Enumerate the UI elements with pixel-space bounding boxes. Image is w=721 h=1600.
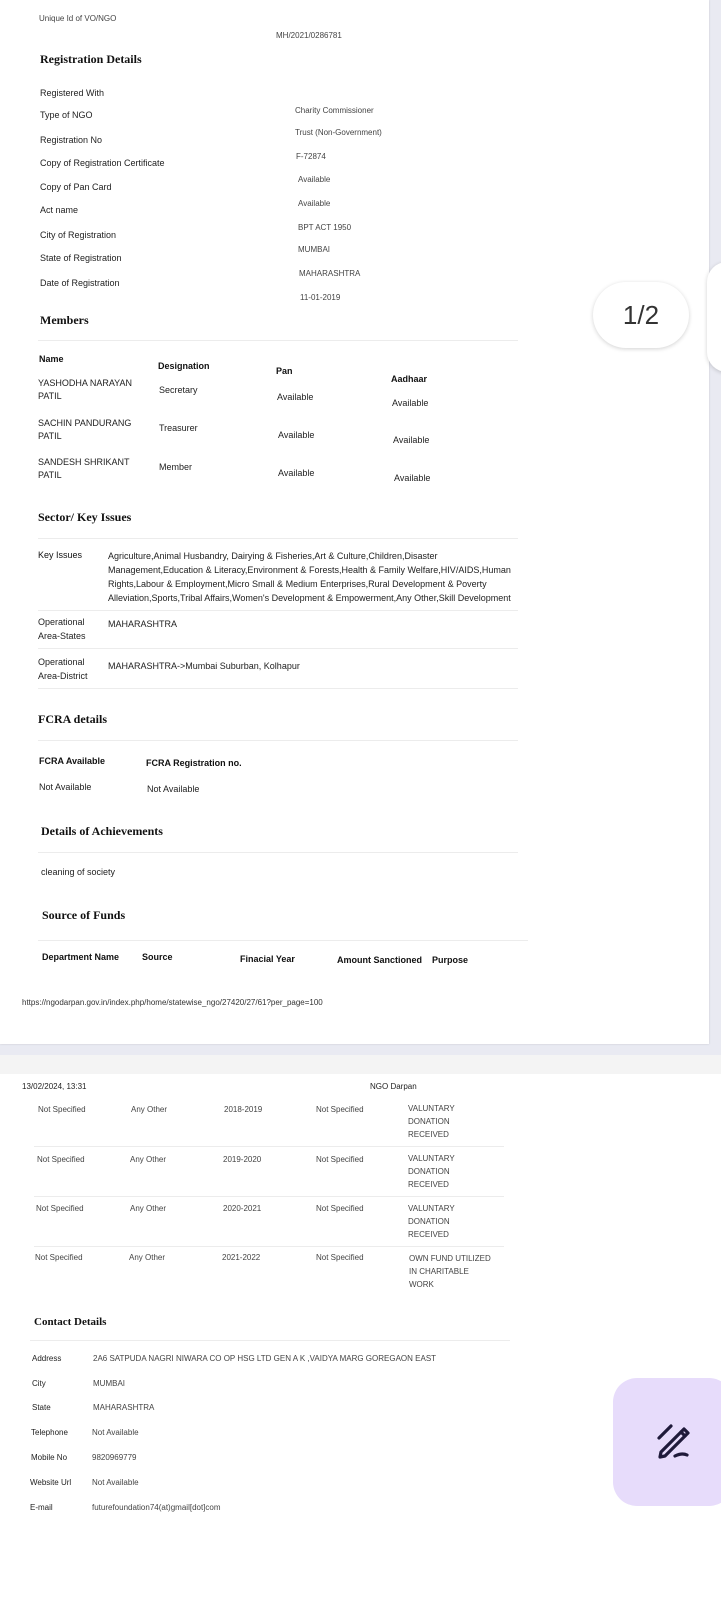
member-pan: Available xyxy=(277,392,314,402)
funds-purpose: RECEIVED xyxy=(408,1180,449,1189)
funds-amount: Not Specified xyxy=(316,1155,364,1164)
member-designation: Member xyxy=(159,462,193,472)
funds-amount: Not Specified xyxy=(316,1204,364,1213)
member-aadhaar: Available xyxy=(392,398,429,408)
funds-header-source: Source xyxy=(142,952,173,962)
funds-purpose: VALUNTARY xyxy=(408,1204,455,1213)
registration-label: City of Registration xyxy=(40,230,117,240)
unique-id-label: Unique Id of VO/NGO xyxy=(39,14,117,23)
member-name: SANDESH SHRIKANT xyxy=(38,457,130,467)
funds-amount: Not Specified xyxy=(316,1253,364,1262)
member-name: SACHIN PANDURANG xyxy=(38,418,132,428)
funds-purpose: RECEIVED xyxy=(408,1230,449,1239)
registration-label: Type of NGO xyxy=(40,110,93,120)
achievements-value: cleaning of society xyxy=(41,867,116,877)
funds-header-amount: Amount Sanctioned xyxy=(337,955,422,965)
funds-amount: Not Specified xyxy=(316,1105,364,1114)
divider xyxy=(30,1340,510,1341)
divider xyxy=(38,538,518,539)
footer-url[interactable]: https://ngodarpan.gov.in/index.php/home/statewise_ngo/27420/27/61?per_page=100 xyxy=(22,998,323,1007)
key-issues-line: Alleviation,Sports,Tribal Affairs,Women's Development & Empowerment,Any Other,Skill Development xyxy=(108,593,511,603)
funds-purpose: WORK xyxy=(409,1280,434,1289)
funds-purpose: VALUNTARY xyxy=(408,1154,455,1163)
registration-value: Charity Commissioner xyxy=(295,106,374,115)
members-header-pan: Pan xyxy=(276,366,293,376)
registration-value: BPT ACT 1950 xyxy=(298,223,352,232)
member-designation: Secretary xyxy=(159,385,198,395)
member-name: PATIL xyxy=(38,431,62,441)
op-states-label: Area-States xyxy=(38,631,86,641)
contact-label: City xyxy=(32,1379,46,1388)
funds-source: Any Other xyxy=(129,1253,166,1262)
funds-year: 2018-2019 xyxy=(224,1105,263,1114)
contact-value: 9820969779 xyxy=(92,1453,137,1462)
registration-value: Trust (Non-Government) xyxy=(295,128,382,137)
key-issues-line: Rights,Labour & Employment,Micro Small & Medium Enterprises,Rural Development & Poverty xyxy=(108,579,487,589)
funds-year: 2020-2021 xyxy=(223,1204,262,1213)
contact-label: State xyxy=(32,1403,51,1412)
unique-id-value: MH/2021/0286781 xyxy=(276,31,342,40)
funds-purpose: VALUNTARY xyxy=(408,1104,455,1113)
op-states-label: Operational xyxy=(38,617,85,627)
members-header-designation: Designation xyxy=(158,361,210,371)
registration-label: Act name xyxy=(40,205,79,215)
funds-header-year: Finacial Year xyxy=(240,954,295,964)
edit-pencil-icon xyxy=(651,1418,695,1467)
registration-value: Available xyxy=(298,199,331,208)
key-issues-label: Key Issues xyxy=(38,550,83,560)
contact-label: Address xyxy=(32,1354,62,1363)
side-handle[interactable] xyxy=(707,262,721,372)
fcra-heading: FCRA details xyxy=(38,712,107,726)
op-states-value: MAHARASHTRA xyxy=(108,619,178,629)
divider xyxy=(38,610,518,611)
contact-label: Telephone xyxy=(31,1428,68,1437)
registration-value: F-72874 xyxy=(296,152,326,161)
divider xyxy=(34,1146,504,1147)
registration-label: Registration No xyxy=(40,135,103,145)
member-aadhaar: Available xyxy=(393,435,430,445)
fcra-reg-label: FCRA Registration no. xyxy=(146,758,242,768)
funds-department: Not Specified xyxy=(35,1253,83,1262)
page-gap xyxy=(0,1055,721,1074)
funds-source: Any Other xyxy=(130,1155,167,1164)
funds-header-purpose: Purpose xyxy=(432,955,469,965)
registration-value: MUMBAI xyxy=(298,245,330,254)
contact-value: Not Available xyxy=(92,1428,139,1437)
contact-value: 2A6 SATPUDA NAGRI NIWARA CO OP HSG LTD GEN A K ,VAIDYA MARG GOREGAON EAST xyxy=(93,1354,437,1363)
divider xyxy=(38,688,518,689)
funds-purpose: DONATION xyxy=(408,1167,450,1176)
divider xyxy=(38,340,518,341)
funds-department: Not Specified xyxy=(38,1105,86,1114)
divider xyxy=(38,740,518,741)
registration-label: Registered With xyxy=(40,88,105,98)
registration-heading: Registration Details xyxy=(40,52,142,66)
fcra-available-label: FCRA Available xyxy=(39,756,106,766)
funds-purpose: DONATION xyxy=(408,1217,450,1226)
registration-value: 11-01-2019 xyxy=(300,293,341,302)
contact-value: Not Available xyxy=(92,1478,139,1487)
op-district-label: Operational xyxy=(38,657,85,667)
contact-heading: Contact Details xyxy=(34,1316,107,1328)
funds-heading: Source of Funds xyxy=(42,908,126,922)
funds-purpose: RECEIVED xyxy=(408,1130,449,1139)
registration-label: Copy of Registration Certificate xyxy=(40,158,165,168)
members-header-aadhaar: Aadhaar xyxy=(391,374,428,384)
divider xyxy=(34,1246,504,1247)
divider xyxy=(38,648,518,649)
member-pan: Available xyxy=(278,430,315,440)
contact-label: Website Url xyxy=(30,1478,72,1487)
funds-source: Any Other xyxy=(130,1204,167,1213)
funds-source: Any Other xyxy=(131,1105,168,1114)
members-heading: Members xyxy=(40,313,89,327)
document-page-2 xyxy=(0,1074,721,1600)
contact-value: MAHARASHTRA xyxy=(93,1403,155,1412)
registration-label: Date of Registration xyxy=(40,278,120,288)
sector-heading: Sector/ Key Issues xyxy=(38,510,132,524)
member-aadhaar: Available xyxy=(394,473,431,483)
page-indicator: 1/2 xyxy=(593,282,689,348)
member-name: PATIL xyxy=(38,470,62,480)
funds-purpose: OWN FUND UTILIZED xyxy=(409,1254,491,1263)
divider xyxy=(34,1196,504,1197)
registration-value: Available xyxy=(298,175,331,184)
registration-value: MAHARASHTRA xyxy=(299,269,361,278)
funds-purpose: DONATION xyxy=(408,1117,450,1126)
contact-label: E-mail xyxy=(30,1503,53,1512)
funds-department: Not Specified xyxy=(37,1155,85,1164)
op-district-label: Area-District xyxy=(38,671,88,681)
key-issues-line: Management,Education & Literacy,Environment & Forests,Health & Family Welfare,HIV/AIDS,Human xyxy=(108,565,511,575)
print-timestamp: 13/02/2024, 13:31 xyxy=(22,1082,87,1091)
registration-label: Copy of Pan Card xyxy=(40,182,112,192)
member-pan: Available xyxy=(278,468,315,478)
divider xyxy=(38,852,518,853)
site-title: NGO Darpan xyxy=(370,1082,417,1091)
funds-year: 2019-2020 xyxy=(223,1155,262,1164)
member-designation: Treasurer xyxy=(159,423,198,433)
member-name: YASHODHA NARAYAN xyxy=(38,378,133,388)
funds-department: Not Specified xyxy=(36,1204,84,1213)
fcra-available-value: Not Available xyxy=(39,782,92,792)
fcra-reg-value: Not Available xyxy=(147,784,200,794)
funds-year: 2021-2022 xyxy=(222,1253,261,1262)
contact-value: futurefoundation74(at)gmail[dot]com xyxy=(92,1503,221,1512)
members-header-name: Name xyxy=(39,354,64,364)
contact-label: Mobile No xyxy=(31,1453,68,1462)
funds-purpose: IN CHARITABLE xyxy=(409,1267,469,1276)
funds-header-department: Department Name xyxy=(42,952,120,962)
key-issues-line: Agriculture,Animal Husbandry, Dairying & Fisheries,Art & Culture,Children,Disaster xyxy=(108,551,438,561)
achievements-heading: Details of Achievements xyxy=(41,824,163,838)
member-name: PATIL xyxy=(38,391,62,401)
edit-button[interactable] xyxy=(613,1378,721,1506)
contact-value: MUMBAI xyxy=(93,1379,125,1388)
op-district-value: MAHARASHTRA->Mumbai Suburban, Kolhapur xyxy=(108,661,300,671)
divider xyxy=(38,940,528,941)
registration-label: State of Registration xyxy=(40,253,122,263)
